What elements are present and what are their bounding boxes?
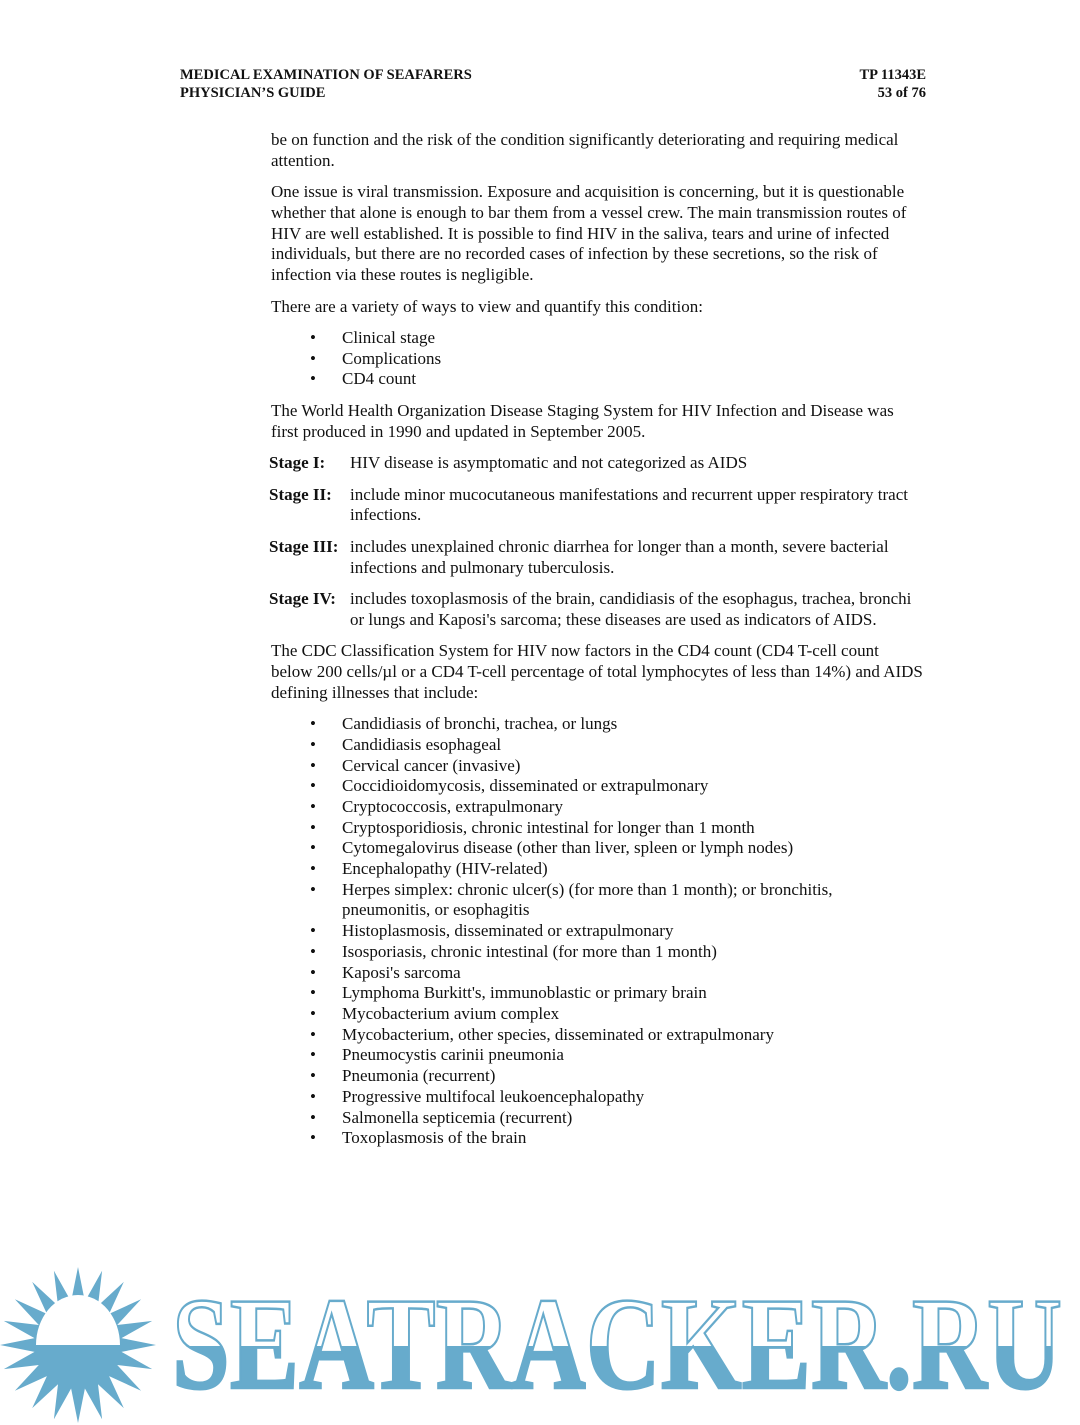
list-item-text: Coccidioidomycosis, disseminated or extrapulmonary: [342, 776, 709, 796]
list-item-text: Pneumocystis carinii pneumonia: [342, 1045, 564, 1065]
stage-label: Stage IV:: [269, 589, 336, 609]
list-item-text: Pneumonia (recurrent): [342, 1066, 496, 1086]
list-item-text: Clinical stage: [342, 328, 436, 348]
list-item: [271, 921, 922, 942]
list-item: [271, 880, 922, 921]
stage-description: include minor mucocutaneous manifestations and recurrent upper respiratory tract infections.: [350, 484, 908, 525]
list-item-text: Candidiasis esophageal: [342, 734, 502, 754]
bullet-icon: •: [310, 817, 316, 837]
page-number: 53 of 76: [877, 85, 926, 101]
list-item: [271, 1066, 922, 1087]
stage-list: [271, 453, 923, 630]
list-item-text: Cervical cancer (invasive): [342, 755, 521, 775]
stage-item: [269, 485, 923, 526]
paragraph: One issue is viral transmission. Exposure and acquisition is concerning, but it is questionable whether that alone is enough to bar them from a vessel crew. The main transmission routes of HIV are well established. It is possible to find HIV in the saliva, tears and urine of infected individuals, but there are no recorded cases of infection by these secretions, so the risk of infection via these routes is negligible.: [271, 182, 907, 285]
bullet-icon: •: [310, 1045, 316, 1065]
list-item: [271, 797, 922, 818]
bullet-icon: •: [310, 1086, 316, 1106]
bullet-icon: •: [310, 1066, 316, 1086]
list-item-text: Histoplasmosis, disseminated or extrapulmonary: [342, 921, 674, 941]
stage-description: includes unexplained chronic diarrhea for longer than a month, severe bacterial infections and pulmonary tuberculosis.: [350, 536, 889, 577]
bullet-icon: •: [310, 348, 316, 368]
list-item: [271, 1108, 922, 1129]
bullet-icon: •: [310, 776, 316, 796]
header-title-line2: PHYSICIAN’S GUIDE: [180, 85, 326, 101]
list-item: [271, 756, 922, 777]
bullet-icon: •: [310, 962, 316, 982]
list-item: [271, 1004, 922, 1025]
list-item-text: Kaposi's sarcoma: [342, 962, 461, 982]
bullet-icon: •: [310, 714, 316, 734]
list-item: [271, 714, 922, 735]
list-item-text: Salmonella septicemia (recurrent): [342, 1107, 573, 1127]
list-item: [271, 818, 922, 839]
list-item: [271, 942, 922, 963]
bullet-icon: •: [310, 1107, 316, 1127]
bullet-icon: •: [310, 755, 316, 775]
document-body: [271, 130, 923, 1160]
list-item-text: Cryptococcosis, extrapulmonary: [342, 796, 563, 816]
document-header-title: [180, 66, 472, 102]
stage-label: Stage I:: [269, 453, 326, 473]
bullet-icon: •: [310, 983, 316, 1003]
list-item-text: Mycobacterium avium complex: [342, 1003, 560, 1023]
bullet-icon: •: [310, 859, 316, 879]
bullet-icon: •: [310, 838, 316, 858]
list-item: [271, 1087, 922, 1108]
list-item-text: Toxoplasmosis of the brain: [342, 1128, 527, 1148]
list-item: [271, 349, 922, 370]
bullet-icon: •: [310, 328, 316, 348]
stage-item: [269, 537, 923, 578]
list-item-text: Herpes simplex: chronic ulcer(s) (for more than 1 month); or bronchitis, pneumonitis, or esophagitis: [342, 879, 833, 920]
document-header-meta: [860, 66, 926, 102]
list-item-text: Encephalopathy (HIV-related): [342, 859, 548, 879]
list-item-text: Mycobacterium, other species, disseminated or extrapulmonary: [342, 1024, 774, 1044]
stage-item: [269, 589, 923, 630]
list-item: [271, 776, 922, 797]
list-item-text: Isosporiasis, chronic intestinal (for more than 1 month): [342, 941, 717, 961]
list-item: [271, 1045, 922, 1066]
sun-icon: [0, 1267, 156, 1423]
bullet-icon: •: [310, 1024, 316, 1044]
list-item: [271, 369, 922, 390]
illness-list: [271, 714, 923, 1149]
list-item-text: CD4 count: [342, 369, 417, 389]
stage-description: HIV disease is asymptomatic and not categorized as AIDS: [350, 453, 748, 473]
who-paragraph: The World Health Organization Disease Staging System for HIV Infection and Disease was first produced in 1990 and updated in September 2005.: [271, 400, 894, 441]
document-id: TP 11343E: [859, 67, 926, 83]
list-item: [271, 983, 922, 1004]
stage-description: includes toxoplasmosis of the brain, candidiasis of the esophagus, trachea, bronchi or lungs and Kaposi's sarcoma; these diseases are used as indicators of AIDS.: [350, 589, 912, 629]
stage-label: Stage III:: [269, 536, 339, 556]
list-item: [271, 735, 922, 756]
list-item: [271, 328, 922, 349]
seatracker-watermark-logo: [0, 1260, 1080, 1425]
paragraph: There are a variety of ways to view and quantify this condition:: [271, 296, 703, 316]
list-item-text: Candidiasis of bronchi, trachea, or lungs: [342, 714, 618, 734]
stage-label: Stage II:: [269, 484, 332, 504]
list-item: [271, 1128, 922, 1149]
bullet-icon: •: [310, 796, 316, 816]
list-item-text: Cytomegalovirus disease (other than liver, spleen or lymph nodes): [342, 838, 794, 858]
bullet-icon: •: [310, 941, 316, 961]
list-item-text: Cryptosporidiosis, chronic intestinal for longer than 1 month: [342, 817, 755, 837]
list-item: [271, 859, 922, 880]
list-item-text: Complications: [342, 348, 442, 368]
bullet-icon: •: [310, 1003, 316, 1023]
bullet-icon: •: [310, 1128, 316, 1148]
bullet-icon: •: [310, 879, 316, 899]
list-item-text: Progressive multifocal leukoencephalopathy: [342, 1086, 645, 1106]
list-item-text: Lymphoma Burkitt's, immunoblastic or primary brain: [342, 983, 707, 1003]
list-item: [271, 838, 922, 859]
bullet-icon: •: [310, 734, 316, 754]
watermark-text: SEATRACKER.RU: [172, 1270, 1062, 1417]
bullet-icon: •: [310, 921, 316, 941]
list-item: [271, 1025, 922, 1046]
list-item: [271, 963, 922, 984]
view-list: [271, 328, 923, 390]
stage-item: [269, 453, 923, 474]
bullet-icon: •: [310, 369, 316, 389]
paragraph: be on function and the risk of the condition significantly deteriorating and requiring medical attention.: [271, 130, 899, 170]
header-title-line1: MEDICAL EXAMINATION OF SEAFARERS: [180, 67, 472, 83]
cdc-paragraph: The CDC Classification System for HIV now factors in the CD4 count (CD4 T-cell count below 200 cells/µl or a CD4 T-cell percentage of total lymphocytes of less than 14%) and AIDS defining illnesses that include:: [271, 641, 923, 702]
